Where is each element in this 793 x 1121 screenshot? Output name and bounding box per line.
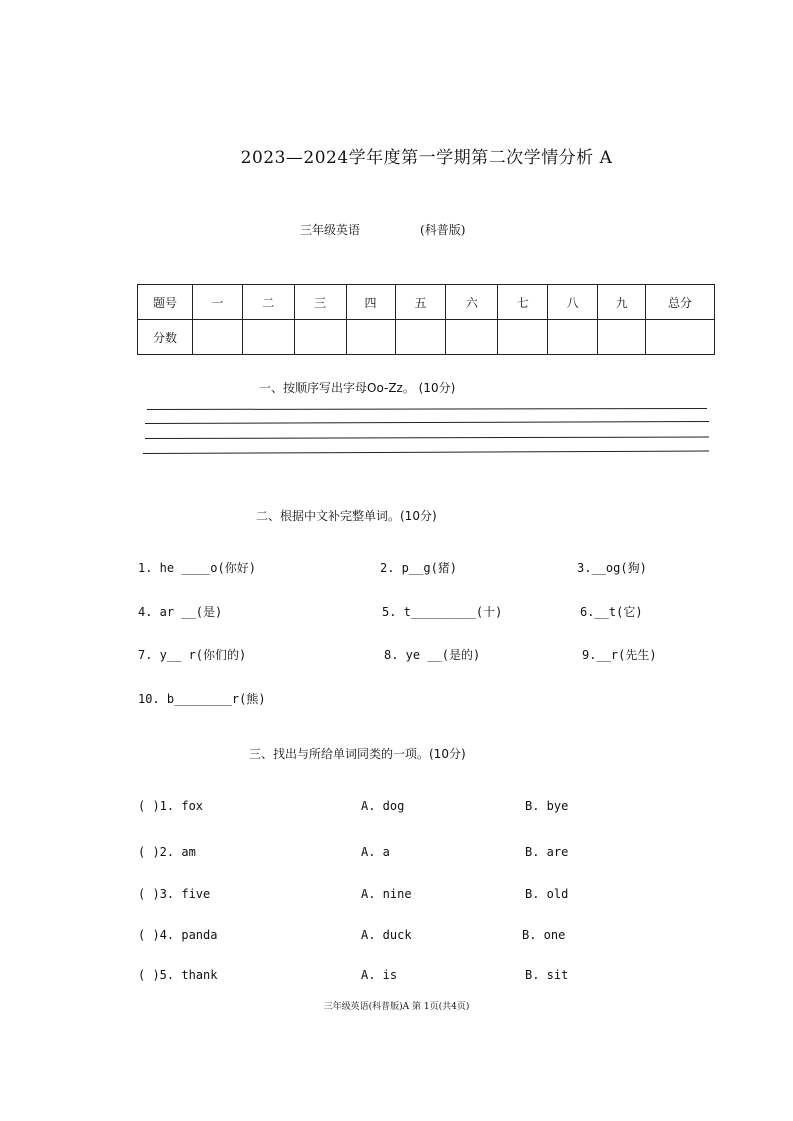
header-cell: 二 — [242, 285, 294, 320]
choice-option-b[interactable]: B. old — [525, 887, 569, 901]
fill-item-10[interactable]: 10. b________r(熊) — [138, 692, 266, 706]
subtitle — [300, 221, 465, 238]
header-cell: 四 — [346, 285, 395, 320]
fill-item-2[interactable]: 2. p__g(猪) — [380, 561, 458, 575]
score-cell[interactable] — [498, 320, 548, 355]
score-cell[interactable] — [646, 320, 715, 355]
header-cell: 九 — [598, 285, 646, 320]
fill-item-1[interactable]: 1. he ____o(你好) — [138, 561, 256, 575]
choice-option-a[interactable]: A. dog — [361, 799, 405, 813]
fill-item-8[interactable]: 8. ye __(是的) — [384, 648, 481, 662]
writing-line-1[interactable] — [147, 408, 707, 410]
choice-option-a[interactable]: A. duck — [361, 928, 412, 942]
fill-item-9[interactable]: 9.__r(先生) — [582, 648, 657, 662]
header-cell: 一 — [192, 285, 242, 320]
score-table — [137, 284, 715, 355]
grade-subject: 三年级英语 — [300, 223, 361, 237]
choice-question-5[interactable]: ( )5. thank — [138, 968, 218, 982]
edition-label: (科普版) — [420, 223, 466, 237]
header-cell: 八 — [548, 285, 598, 320]
score-row-label: 分数 — [138, 320, 193, 355]
fill-item-3[interactable]: 3.__og(狗) — [577, 561, 647, 575]
choice-option-b[interactable]: B. sit — [525, 968, 569, 982]
header-cell: 三 — [294, 285, 346, 320]
page-title: 2023—2024学年度第一学期第二次学情分析 A — [240, 148, 613, 168]
writing-line-2[interactable] — [145, 421, 709, 424]
choice-question-4[interactable]: ( )4. panda — [138, 928, 218, 942]
score-cell[interactable] — [395, 320, 446, 355]
choice-option-a[interactable]: A. is — [361, 968, 398, 982]
score-cell[interactable] — [598, 320, 646, 355]
choice-question-1[interactable]: ( )1. fox — [138, 799, 204, 813]
page-footer: 三年级英语(科普版)A 第 1页(共4页) — [323, 1002, 470, 1012]
score-cell[interactable] — [242, 320, 294, 355]
fill-item-4[interactable]: 4. ar __(是) — [138, 605, 223, 619]
choice-option-b[interactable]: B. are — [525, 845, 569, 859]
score-table-header-row — [138, 285, 715, 320]
choice-option-a[interactable]: A. nine — [361, 887, 412, 901]
section3-title: 三、找出与所给单词同类的一项。(10分) — [249, 747, 466, 761]
score-cell[interactable] — [446, 320, 498, 355]
fill-item-6[interactable]: 6.__t(它) — [580, 605, 643, 619]
score-table-score-row — [138, 320, 715, 355]
score-cell[interactable] — [548, 320, 598, 355]
choice-option-b[interactable]: B. bye — [525, 799, 569, 813]
score-cell[interactable] — [346, 320, 395, 355]
fill-item-7[interactable]: 7. y__ r(你们的) — [138, 648, 247, 662]
header-cell: 六 — [446, 285, 498, 320]
choice-question-3[interactable]: ( )3. five — [138, 887, 211, 901]
fill-item-5[interactable]: 5. t_________(十) — [382, 605, 503, 619]
score-cell[interactable] — [192, 320, 242, 355]
header-cell: 总分 — [646, 285, 715, 320]
choice-question-2[interactable]: ( )2. am — [138, 845, 196, 859]
writing-line-3[interactable] — [145, 437, 709, 439]
header-cell: 七 — [498, 285, 548, 320]
header-cell: 题号 — [138, 285, 193, 320]
score-cell[interactable] — [294, 320, 346, 355]
choice-option-b[interactable]: B. one — [522, 928, 566, 942]
writing-line-4[interactable] — [143, 451, 709, 454]
section2-title: 二、根据中文补完整单词。(10分) — [256, 509, 437, 523]
section1-title: 一、按顺序写出字母Oo-Zz。 (10分) — [259, 381, 456, 395]
choice-option-a[interactable]: A. a — [361, 845, 390, 859]
header-cell: 五 — [395, 285, 446, 320]
